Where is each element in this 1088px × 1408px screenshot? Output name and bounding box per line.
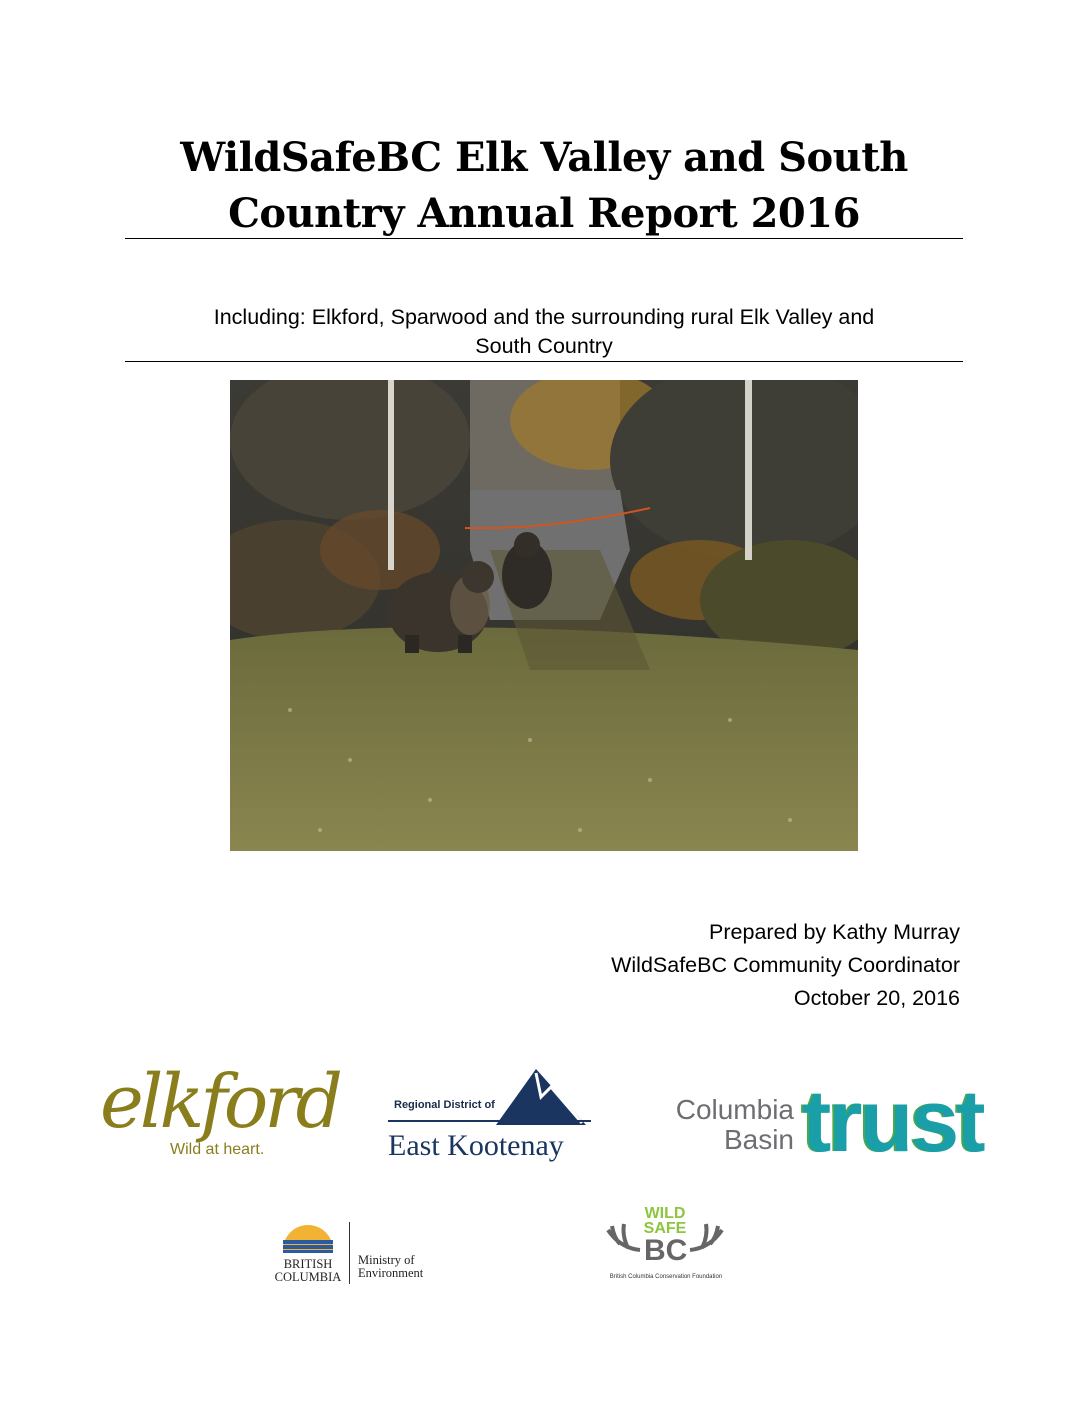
- ministry-line1: Ministry of: [358, 1253, 415, 1267]
- title-divider: [125, 238, 963, 239]
- cbt-line1: Columbia: [675, 1094, 794, 1125]
- ministry-line2: Environment: [358, 1266, 424, 1280]
- mountain-icon: [386, 1067, 596, 1127]
- report-subtitle-line2: South Country: [475, 334, 613, 358]
- cbt-line2: Basin: [723, 1124, 794, 1155]
- report-subtitle: [125, 303, 963, 361]
- cbt-trust-word: trust: [802, 1071, 983, 1170]
- bear-photo-illustration: [230, 380, 858, 851]
- subtitle-divider: [125, 361, 963, 362]
- wildsafe-line3: BC: [644, 1234, 688, 1267]
- bc-logo-divider: [349, 1222, 350, 1284]
- bc-sun-icon: [278, 1220, 338, 1254]
- bc-line1: BRITISH: [283, 1257, 333, 1271]
- elkford-logo: [100, 1059, 339, 1159]
- wildsafe-line1: WILD: [644, 1205, 686, 1222]
- report-subtitle-line1: Including: Elkford, Sparwood and the surrounding rural Elk Valley and: [213, 305, 875, 329]
- wildsafebc-logo: [600, 1200, 730, 1286]
- report-title-line2: Country Annual Report 2016: [228, 190, 860, 237]
- rdek-line2: East Kootenay: [388, 1129, 564, 1162]
- elkford-tagline: Wild at heart.: [170, 1141, 265, 1158]
- bc-ministry-environment-logo: [270, 1218, 450, 1288]
- report-title-line1: WildSafeBC Elk Valley and South: [180, 134, 908, 181]
- columbia-basin-trust-logo: [664, 1071, 986, 1170]
- elkford-wordmark: elkford: [100, 1059, 339, 1145]
- report-date: October 20, 2016: [793, 986, 960, 1010]
- wildsafe-foundation: British Columbia Conservation Foundation: [609, 1274, 723, 1280]
- rdek-line1: Regional District of: [394, 1099, 495, 1111]
- wildsafe-line2: SAFE: [643, 1220, 687, 1237]
- prepared-by-block: [611, 916, 960, 1015]
- report-title: [125, 130, 963, 242]
- prepared-by: Prepared by Kathy Murray: [709, 920, 960, 944]
- bc-line2: COLUMBIA: [274, 1270, 342, 1284]
- author-role: WildSafeBC Community Coordinator: [611, 953, 960, 977]
- cover-photo-grizzly-bears: [230, 380, 858, 851]
